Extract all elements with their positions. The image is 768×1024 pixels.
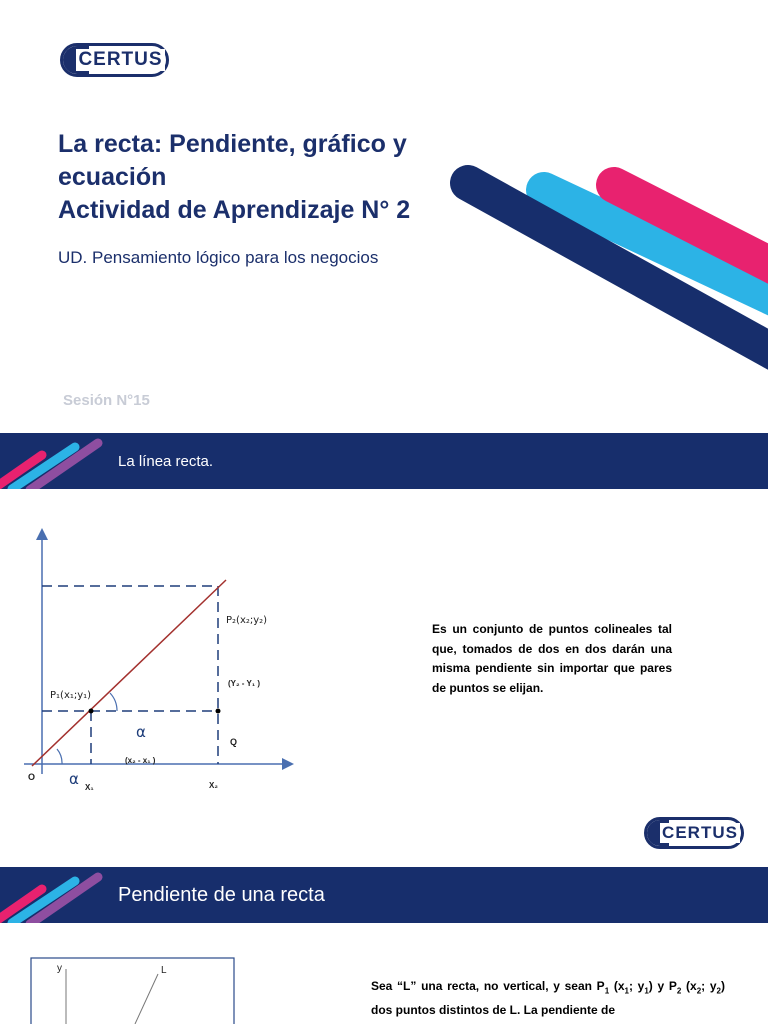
slope-definition-text: Sea “L” una recta, no vertical, y sean $P_1$ ($x_1$; $y_1$) y $P_2$ ($x_2$; $y_2$) dos puntos distintos de L. La pendiente de bbox=[371, 979, 725, 1017]
figure-line-l bbox=[135, 974, 158, 1024]
alpha-label-top: α bbox=[136, 723, 146, 741]
q-label: Q bbox=[230, 737, 238, 747]
figure-y-label: y bbox=[57, 963, 62, 974]
alpha-arc-2 bbox=[110, 693, 117, 711]
header-band-2 bbox=[0, 867, 768, 923]
run-label: (x₂ - x₁ ) bbox=[125, 756, 156, 765]
session-label: Sesión N°15 bbox=[63, 392, 150, 409]
rise-label: (Y₂ - Y₁ ) bbox=[228, 679, 261, 688]
certus-logo-small: CERTUS bbox=[644, 817, 744, 849]
subtitle: UD. Pensamiento lógico para los negocios bbox=[58, 248, 379, 267]
slide-header-2: Pendiente de una recta bbox=[118, 883, 325, 906]
title-slide bbox=[0, 0, 768, 432]
band-stripes bbox=[0, 433, 120, 489]
p2-label: P₂(x₂;y₂) bbox=[226, 615, 268, 626]
slope-slide bbox=[0, 865, 768, 1024]
line-definition-text: Es un conjunto de puntos colineales tal que, tomados de dos en dos darán una misma pendiente sin importar que pares de puntos se elijan. bbox=[432, 622, 672, 695]
line-l bbox=[32, 580, 226, 766]
alpha-arc-1 bbox=[57, 749, 62, 764]
p1-label: P₁(x₁;y₁) bbox=[50, 690, 92, 701]
title-line-1: La recta: Pendiente, gráfico y bbox=[58, 130, 407, 158]
title-line-3: Actividad de Aprendizaje N° 2 bbox=[58, 196, 411, 224]
alpha-label-bottom: α bbox=[69, 770, 79, 788]
title-line-2: ecuación bbox=[58, 163, 167, 191]
point-p1 bbox=[89, 709, 94, 714]
line-definition-slide bbox=[0, 432, 768, 865]
band-stripes-2 bbox=[0, 867, 120, 923]
slide-header: La línea recta. bbox=[118, 452, 214, 470]
origin-label: O bbox=[28, 772, 36, 782]
presentation-title bbox=[58, 128, 478, 227]
slope-figure bbox=[30, 957, 236, 1024]
point-q bbox=[216, 709, 221, 714]
slope-graph bbox=[0, 522, 330, 802]
x1-label: X₁ bbox=[85, 783, 94, 792]
x2-label: X₂ bbox=[209, 781, 218, 790]
header-band bbox=[0, 433, 768, 489]
certus-logo: CERTUS bbox=[60, 43, 169, 77]
figure-l-label: L bbox=[161, 965, 167, 976]
